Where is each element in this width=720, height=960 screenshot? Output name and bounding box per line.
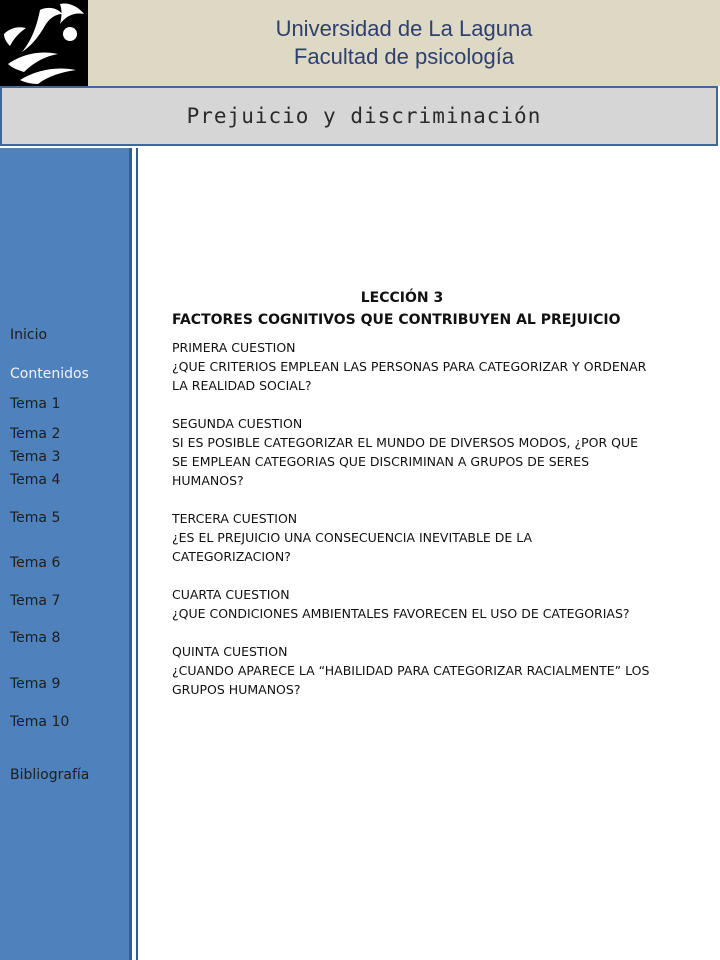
question-line: ¿CUANDO APARECE LA “HABILIDAD PARA CATEGORIZAR RACIALMENTE” LOS bbox=[172, 663, 650, 678]
sidebar-item-tema-2[interactable]: Tema 2 bbox=[10, 426, 61, 442]
page-title: Prejuicio y discriminación bbox=[186, 104, 542, 128]
faculty-name: Facultad de psicología bbox=[293, 44, 515, 69]
question-heading: SEGUNDA CUESTION bbox=[172, 416, 303, 431]
sidebar-item-bibliografia[interactable]: Bibliografía bbox=[10, 767, 90, 783]
header bbox=[0, 0, 720, 86]
sidebar-item-tema-6[interactable]: Tema 6 bbox=[10, 555, 61, 571]
sidebar-item-inicio[interactable]: Inicio bbox=[10, 327, 48, 343]
university-name: Universidad de La Laguna bbox=[275, 16, 533, 41]
sidebar-item-tema-7[interactable]: Tema 7 bbox=[10, 593, 61, 609]
question-line: ¿ES EL PREJUICIO UNA CONSECUENCIA INEVITABLE DE LA bbox=[172, 530, 533, 545]
sidebar-item-tema-4[interactable]: Tema 4 bbox=[10, 472, 61, 488]
sidebar-item-tema-3[interactable]: Tema 3 bbox=[10, 449, 61, 465]
sidebar-item-tema-10[interactable]: Tema 10 bbox=[10, 714, 70, 730]
university-logo-icon[interactable] bbox=[0, 0, 88, 86]
question-heading: PRIMERA CUESTION bbox=[172, 340, 296, 355]
question-heading: CUARTA CUESTION bbox=[172, 587, 290, 602]
sidebar-item-contenidos[interactable]: Contenidos bbox=[10, 366, 89, 382]
question-line: LA REALIDAD SOCIAL? bbox=[172, 378, 312, 393]
sidebar bbox=[0, 148, 132, 960]
question-block bbox=[172, 509, 692, 566]
sidebar-item-tema-5[interactable]: Tema 5 bbox=[10, 510, 61, 526]
question-line: CATEGORIZACION? bbox=[172, 549, 291, 564]
lesson-subtitle: FACTORES COGNITIVOS QUE CONTRIBUYEN AL PREJUICIO bbox=[172, 312, 621, 328]
question-heading: QUINTA CUESTION bbox=[172, 644, 288, 659]
lesson-title: LECCIÓN 3 bbox=[360, 290, 444, 306]
sidebar-item-tema-9[interactable]: Tema 9 bbox=[10, 676, 61, 692]
question-line: ¿QUE CRITERIOS EMPLEAN LAS PERSONAS PARA CATEGORIZAR Y ORDENAR bbox=[172, 359, 647, 374]
sidebar-item-tema-1[interactable]: Tema 1 bbox=[10, 396, 61, 412]
header-text bbox=[88, 0, 720, 86]
question-line: SI ES POSIBLE CATEGORIZAR EL MUNDO DE DIVERSOS MODOS, ¿POR QUE bbox=[172, 435, 639, 450]
question-block bbox=[172, 414, 692, 490]
question-line: SE EMPLEAN CATEGORIAS QUE DISCRIMINAN A GRUPOS DE SERES bbox=[172, 454, 590, 469]
question-block bbox=[172, 338, 692, 395]
question-line: GRUPOS HUMANOS? bbox=[172, 682, 301, 697]
question-heading: TERCERA CUESTION bbox=[172, 511, 298, 526]
question-line: HUMANOS? bbox=[172, 473, 244, 488]
sidebar-item-tema-8[interactable]: Tema 8 bbox=[10, 630, 61, 646]
question-block bbox=[172, 585, 692, 623]
question-line: ¿QUE CONDICIONES AMBIENTALES FAVORECEN EL USO DE CATEGORIAS? bbox=[172, 606, 630, 621]
question-block bbox=[172, 642, 692, 699]
lesson bbox=[172, 288, 692, 718]
title-bar bbox=[0, 86, 718, 146]
